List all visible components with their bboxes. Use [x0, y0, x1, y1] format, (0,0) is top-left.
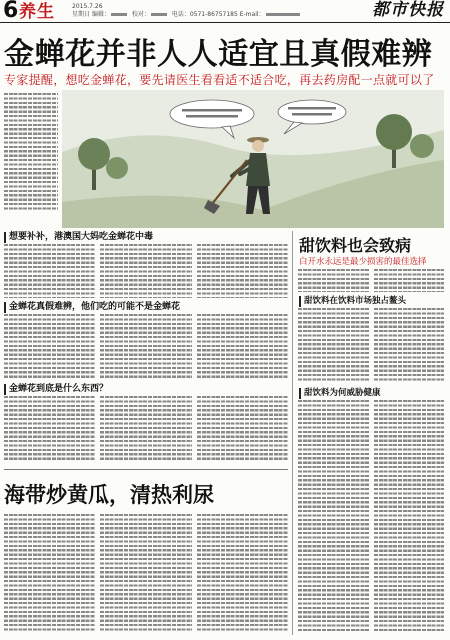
text-column [197, 314, 288, 378]
column-divider [292, 231, 293, 635]
text-column [100, 514, 191, 632]
lead-section-1-heading: 想要补补，港澳国大妈吃金蝉花中毒 [4, 232, 153, 243]
lead-section-2-text [4, 314, 288, 378]
weekday: 星期日 [72, 11, 91, 18]
email-label: E-mail： [239, 11, 265, 18]
section-name: 养生 [19, 2, 55, 22]
digging-illustration [62, 90, 444, 228]
sidebar-section-2-text [298, 400, 444, 632]
text-column [197, 514, 288, 632]
lead-section-1-text [4, 244, 288, 298]
sidebar-section-2-heading: 甜饮料为何威胁健康 [299, 388, 381, 399]
lead-subheadline: 专家提醒，想吃金蝉花，要先请医生看看适不适合吃，再去药房配一点就可以了 [4, 73, 435, 87]
header-rule [0, 22, 450, 23]
masthead-logo: 都市快报 [372, 0, 444, 20]
text-column [298, 269, 369, 292]
text-column [374, 400, 445, 632]
sidebar-headline: 甜饮料也会致病 [299, 236, 412, 255]
lead-headline: 金蝉花并非人人适宜且真假难辨 [4, 37, 433, 72]
text-column [298, 308, 369, 383]
lead-intro-text [4, 93, 58, 211]
header-meta [72, 3, 303, 19]
text-column [4, 514, 95, 632]
lead-section-3-text [4, 396, 288, 460]
sidebar-subheadline: 白开水永远是最少损害的最佳选择 [299, 257, 427, 267]
text-column [374, 269, 445, 292]
proofreader-label: 校对： [131, 11, 150, 18]
text-column [374, 308, 445, 383]
text-column [4, 244, 95, 298]
text-column [4, 93, 58, 211]
sidebar-section-1-heading: 甜饮料在饮料市场独占鳌头 [299, 296, 406, 307]
page-number: 6 [3, 0, 19, 23]
issue-date: 2015.7.26 [72, 3, 103, 10]
sidebar-section-1-text [298, 308, 444, 383]
sidebar-lead-text [298, 269, 444, 292]
editor-name-texture [111, 13, 127, 16]
email-texture [266, 13, 300, 16]
recipe-headline: 海带炒黄瓜，清热利尿 [4, 483, 214, 507]
story-divider [4, 469, 288, 470]
text-column [298, 400, 369, 632]
phone: 电话：0571-86757185 [171, 11, 238, 18]
text-column [100, 314, 191, 378]
proofreader-name-texture [151, 13, 167, 16]
recipe-text [4, 514, 288, 632]
lead-section-3-heading: 金蝉花到底是什么东西？ [4, 384, 108, 395]
text-column [100, 244, 191, 298]
lead-section-2-heading: 金蝉花真假难辨，他们吃的可能不是金蝉花 [4, 302, 180, 313]
text-column [100, 396, 191, 460]
text-column [197, 396, 288, 460]
text-column [4, 396, 95, 460]
text-column [4, 314, 95, 378]
header-meta-line [72, 11, 303, 19]
editor-label: 编辑： [91, 11, 110, 18]
text-column [197, 244, 288, 298]
